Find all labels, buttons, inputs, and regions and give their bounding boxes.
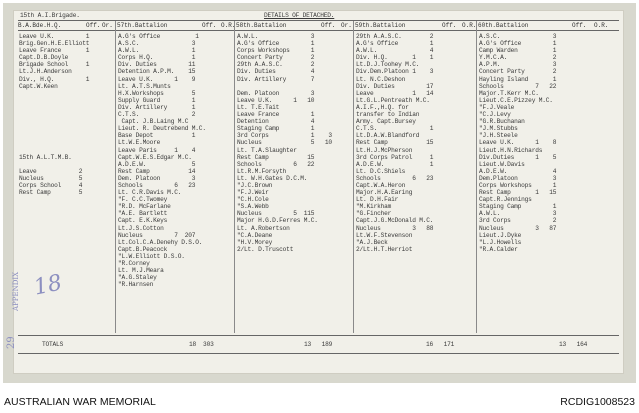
col-heading-or: O.R. <box>594 22 609 29</box>
col-heading-59th: 59th.Battalion <box>355 22 406 29</box>
col-heading-or: O.R. <box>462 22 477 29</box>
totals-58th: 13 189 <box>304 341 333 348</box>
document-title: DETAILS OF DETACHED. <box>264 12 335 19</box>
document-scan <box>3 3 636 383</box>
archive-reference: RCDIG1008523 <box>560 396 635 408</box>
handwritten-margin-number: 29 <box>6 336 17 349</box>
57th-battalion-column-text: A.G's Office 1 A.S.C. 3 A.W.L. 1 Corps H.Q. 1 Div. Duties 11 Detention A.P.M. 15 Leave U.K. 1 9 Lt. A.T.S.Munts H.X.Workshops 5 Supply Guard 1 Div. Artillery 1 C.T.S. 2 Capt. J.B.Laing M.C Lieut. R. Deutrebend M.C. Base Depot 1 Lt.W.E.Moore Leave Paris 1 4 Capt.W.E.S.Edgar M.C. A.D.E.W. 5 Rest Camp 14 Dem. Platoon 3 Schools 6 23 Lt. C.R.Davis M.C. "F. C.C.Twomey "R.D. McFarlane "A.E. Bartlett Capt. E.K.Keys Lt.J.S.Cotton Nucleus 7 207 Lt.Col.C.A.Denehy D.S.O. Capt.B.Peacock "L.W.Elliott D.S.O. "R.Corney Lt. M.J.Meara "A.G.Staley "R.Harnsen <box>118 33 206 289</box>
handwritten-page-number: 18 <box>31 270 65 301</box>
col-heading-or: Or. <box>102 22 113 29</box>
header-bottom-rule <box>18 30 619 31</box>
bde-hq-column-text: Leave U.K. 1 Brig.Gen.H.E.Elliott Leave France 1 Capt.D.B.Doyle Brigade School 1 Lt.J.H.Anderson Div., H.Q. 1 Capt.W.Keen 15th A.L.T.M.B. Leave 2 Nucleus 5 Corps School 4 Rest Camp 5 <box>19 33 90 197</box>
col-heading-off: Off. <box>442 22 457 29</box>
column-divider <box>476 21 477 333</box>
totals-top-rule <box>18 335 619 336</box>
col-heading-58th: 58th.Battalion <box>236 22 287 29</box>
col-heading-or: O.R. <box>221 22 236 29</box>
col-heading-off: Off. <box>202 22 217 29</box>
col-heading-off: Off. <box>321 22 336 29</box>
totals-bottom-rule <box>18 353 619 354</box>
document-sheet <box>6 10 624 374</box>
totals-60th: 13 164 <box>559 341 588 348</box>
col-heading-or: Or. <box>341 22 352 29</box>
col-heading-off: Off. <box>86 22 101 29</box>
totals-59th: 16 171 <box>426 341 455 348</box>
column-divider <box>353 21 354 333</box>
handwritten-appendix: APPENDIX <box>12 271 20 311</box>
59th-battalion-column-text: 29th A.A.S.C. 2 A.G's Office 1 A.W.L. 4 Div. H.Q. 1 1 Lt.D.J.Toohey M.C. Div.Dem.Platoon 1 3 Lt. N.C.Deshon Div. Duties 17 Leave 1 14 Lt.G.L.Pentreath M.C. A.I.F.,H.Q. for transfer to Indian Army. Capt.Bursey C.T.S. 1 Lt.D.A.W.Blandford Rest Camp 15 Lt.H.J.McPherson 3rd Corps Patrol 1 A.D.E.W. 1 Lt. D.C.Shiels Schools 6 23 Capt.W.A.Heron Major.H.A.Earing Lt. D.H.Fair "M.Kirkham "G.Fincher Capt.J.G.McDonald M.C. Nucleus 3 88 Lt.W.F.Stevenson "A.J.Beck 2/Lt.H.T.Herriot <box>356 33 434 253</box>
58th-battalion-column-text: A.W.L. 3 A.G's Office 1 Corps Workshops 1 Concert Party 2 29th A.A.S.C. 2 Div. Duties 4 Div. Artillery 7 Dem. Platoon 3 Leave U.K. 1 10 Lt. T.E.Tait Leave France 1 Detention 4 Staging Camp 1 3rd Corps 1 3 Nucleus 5 10 Lt. T.A.Slaughter Rest Camp 15 Schools 6 22 Lt.R.M.Forsyth Lt. W.H.Gates D.C.M. "J.C.Brown "F.J.Weir "C.H.Cole "S.A.Webb Nucleus 5 115 Major H.G.D.Ferres M.C. Lt. A.Robertson "C.A.Deane "H.V.Morey 2/Lt. D.Truscott <box>237 33 332 253</box>
totals-label: TOTALS <box>42 341 64 348</box>
60th-battalion-column-text: A.S.C. 3 A.G's Office 1 Camp Warden 1 Y.M.C.A. 2 A.P.M. 3 Concert Party 2 Hayling Island 1 Schools 7 22 Major.T.Kerr M.C. Lieut.C.E.Pizzey M.C. "F.J.Veale "C.J.Levy "G.R.Buchanan "J.M.Stubbs "J.H.Steele Leave U.K. 1 8 Lieut.H.N.Richards Div.Duties 1 5 Lieut.W.Davis A.D.E.W. 4 Dem.Platoon 3 Corps Workshops 1 Rest Camp 1 15 Capt.R.Jennings Staging Camp 1 A.W.L. 3 3rd Corps 2 Nucleus 3 87 Lieut.J.Dyke "L.J.Howells "R.A.Calder <box>479 33 557 253</box>
column-divider <box>115 21 116 333</box>
header-top-rule <box>18 20 619 21</box>
col-heading-off: Off. <box>572 22 587 29</box>
archive-credit: AUSTRALIAN WAR MEMORIAL <box>4 396 156 408</box>
col-heading-bde-hq: B.A.Bde.H.Q. <box>18 22 62 29</box>
col-heading-57th: 57th.Battalion <box>117 22 168 29</box>
column-divider <box>234 21 235 333</box>
totals-57th: 18 303 <box>189 341 214 348</box>
col-heading-60th: 60th.Battalion <box>478 22 529 29</box>
unit-title: 15th A.I.Brigade. <box>20 12 80 19</box>
